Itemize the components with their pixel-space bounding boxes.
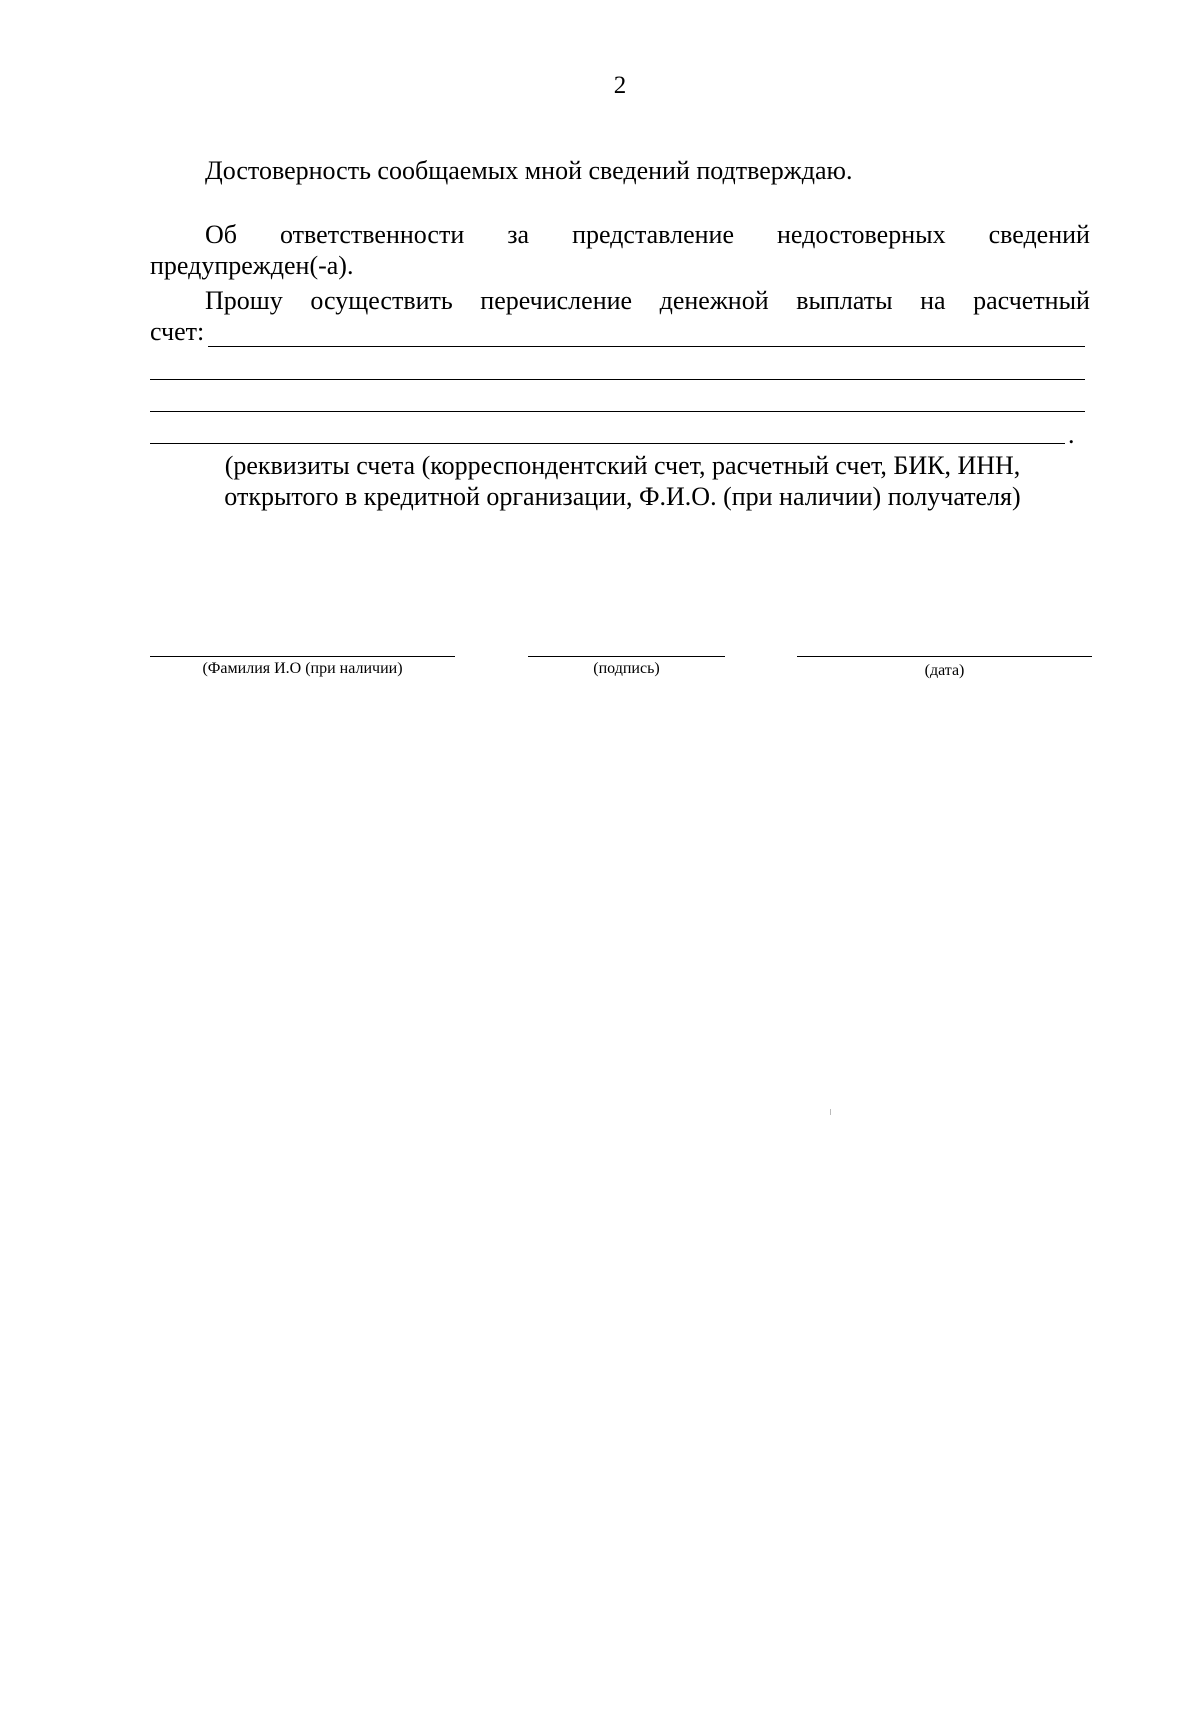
word: недостоверных: [776, 220, 946, 249]
word: на: [920, 286, 946, 315]
caption-line-1: (реквизиты счета (корреспондентский счет, расчетный счет, БИК, ИНН,: [224, 451, 1021, 480]
word: осуществить: [310, 286, 453, 315]
account-fill-line-2[interactable]: [150, 379, 1085, 380]
word: перечисление: [480, 286, 633, 315]
account-label: счет:: [150, 317, 205, 346]
request-paragraph: [150, 285, 1090, 347]
word: расчетный: [973, 286, 1090, 315]
account-fill-line-3[interactable]: [150, 411, 1085, 412]
account-fill-line-4[interactable]: [150, 443, 1065, 444]
name-signature-line[interactable]: [150, 656, 455, 657]
account-fill-line[interactable]: [208, 322, 1085, 347]
word: ответственности: [280, 220, 465, 249]
end-period: .: [1068, 420, 1075, 449]
word: за: [507, 220, 530, 249]
responsibility-line-2: предупрежден(-а).: [150, 251, 354, 280]
signature-line[interactable]: [528, 656, 725, 657]
responsibility-paragraph: [150, 219, 1090, 281]
scan-speck: [830, 1109, 831, 1115]
word: денежной: [659, 286, 769, 315]
word: выплаты: [796, 286, 893, 315]
request-line-1: [150, 285, 1090, 316]
responsibility-line-1: [150, 219, 1090, 250]
name-label: (Фамилия И.О (при наличии): [202, 660, 403, 677]
word: представление: [572, 220, 734, 249]
word: Прошу: [205, 286, 283, 315]
account-line: [150, 316, 1090, 347]
word: сведений: [988, 220, 1090, 249]
date-label: (дата): [924, 662, 965, 679]
word: Об: [205, 220, 238, 249]
account-details-caption: [150, 450, 1095, 512]
confirmation-paragraph: Достоверность сообщаемых мной сведений подтверждаю.: [205, 156, 853, 185]
caption-line-2: открытого в кредитной организации, Ф.И.О. (при наличии) получателя): [224, 482, 1021, 511]
date-signature-line[interactable]: [797, 656, 1092, 657]
page-number: 2: [613, 72, 627, 99]
signature-label: (подпись): [593, 660, 660, 677]
